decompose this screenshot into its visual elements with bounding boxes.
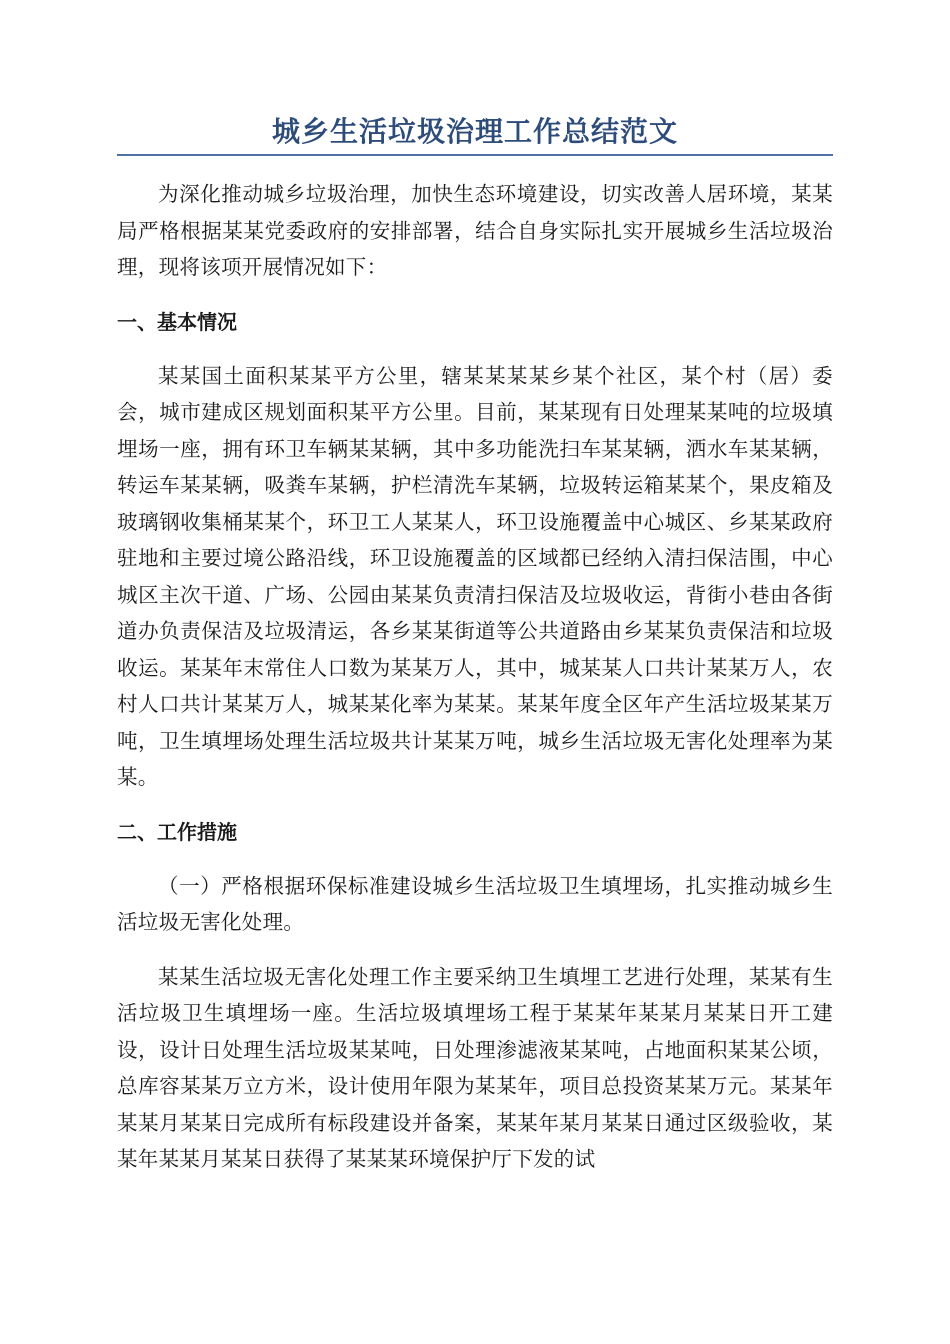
work-measures-subheading: （一）严格根据环保标准建设城乡生活垃圾卫生填埋场，扎实推动城乡生活垃圾无害化处理。 [117,873,833,934]
document-page [117,110,833,1196]
section-heading-basic-situation: 一、基本情况 [117,309,237,334]
basic-situation-paragraph: 某某国土面积某某平方公里，辖某某某某乡某个社区，某个村（居）委会，城市建成区规划面积某平方公里。目前，某某现有日处理某某吨的垃圾填埋场一座，拥有环卫车辆某某辆，其中多功能洗扫车某某辆，洒水车某某辆，转运车某某辆，吸粪车某辆，护栏清洗车某辆，垃圾转运箱某某个，果皮箱及玻璃钢收集桶某某个，环卫工人某某人，环卫设施覆盖中心城区、乡某某政府驻地和主要过境公路沿线，环卫设施覆盖的区域都已经纳入清扫保洁围，中心城区主次干道、广场、公园由某某负责清扫保洁及垃圾收运，背街小巷由各街道办负责保洁及垃圾清运，各乡某某街道等公共道路由乡某某负责保洁和垃圾收运。某某年末常住人口数为某某万人，其中，城某某人口共计某某万人，农村人口共计某某万人，城某某化率为某某。某某年度全区年产生活垃圾某某万吨，卫生填埋场处理生活垃圾共计某某万吨，城乡生活垃圾无害化处理率为某某。 [117,363,833,789]
document-title: 城乡生活垃圾治理工作总结范文 [271,115,678,148]
title-underline [117,154,833,156]
work-measures-paragraph: 某某生活垃圾无害化处理工作主要采纳卫生填埋工艺进行处理，某某有生活垃圾卫生填埋场一座。生活垃圾填埋场工程于某某年某某月某某日开工建设，设计日处理生活垃圾某某吨，日处理渗滤液某某吨，占地面积某某公顷，总库容某某万立方米，设计使用年限为某某年，项目总投资某某万元。某某年某某月某某日完成所有标段建设并备案，某某年某月某某日通过区级验收，某某年某某月某某日获得了某某某环境保护厅下发的试 [117,964,833,1171]
section-heading-work-measures: 二、工作措施 [117,819,237,844]
intro-paragraph: 为深化推动城乡垃圾治理，加快生态环境建设，切实改善人居环境，某某局严格根据某某党委政府的安排部署，结合自身实际扎实开展城乡生活垃圾治理，现将该项开展情况如下： [117,182,833,279]
